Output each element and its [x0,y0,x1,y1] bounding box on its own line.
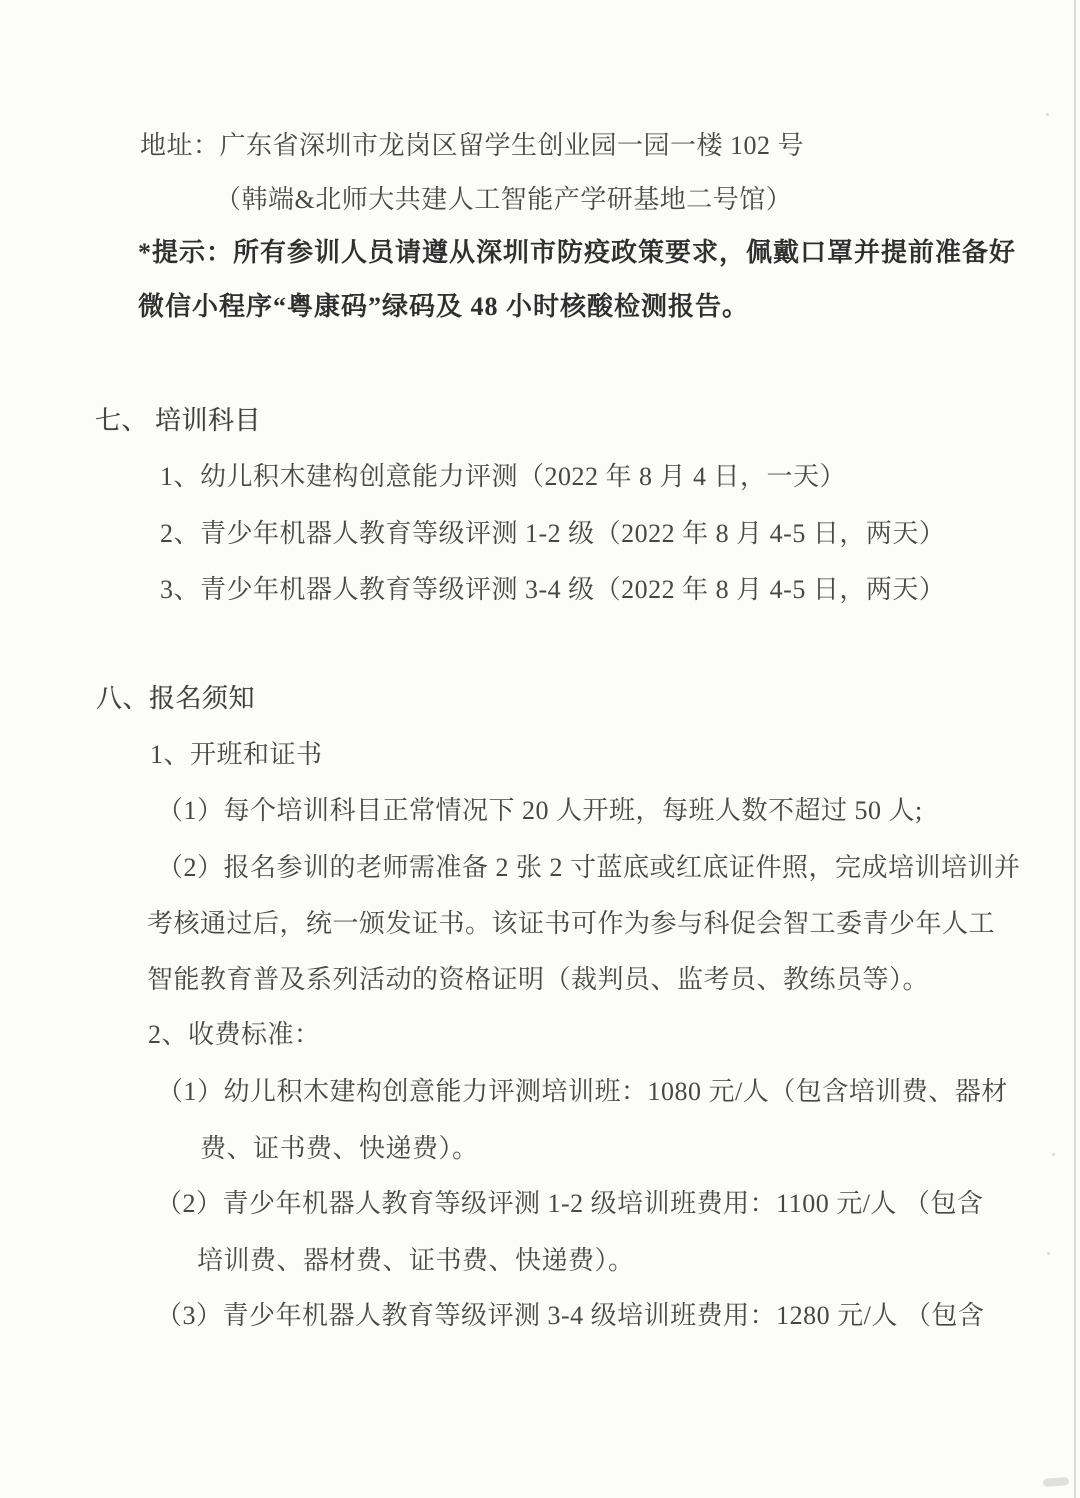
scan-speck [1047,1252,1050,1255]
section-8-sub-2-heading: 2、收费标准： [148,1020,321,1049]
section-8-heading: 八、报名须知 [96,684,256,713]
section-8-fee-1-line-1: （1）幼儿积木建构创意能力评测培训班：1080 元/人（包含培训费、器材 [157,1077,1008,1106]
address-line: 地址：广东省深圳市龙岗区留学生创业园一园一楼 102 号 [140,131,805,160]
section-7-item-1: 1、幼儿积木建构创意能力评测（2022 年 8 月 4 日，一天） [160,462,847,491]
section-7-heading: 七、 培训科目 [95,406,262,435]
section-8-sub-1-item-2-line-1: （2）报名参训的老师需准备 2 张 2 寸蓝底或红底证件照，完成培训培训并 [157,853,1021,882]
scan-speck [1046,113,1049,116]
section-8-sub-1-item-2-line-3: 智能教育普及系列活动的资格证明（裁判员、监考员、教练员等）。 [147,965,930,994]
address-sub-line: （韩端&北师大共建人工智能产学研基地二号馆） [215,185,793,214]
notice-line-1: *提示：所有参训人员请遵从深圳市防疫政策要求，佩戴口罩并提前准备好 [138,238,1017,267]
section-7-item-2: 2、青少年机器人教育等级评测 1-2 级（2022 年 8 月 4-5 日，两天） [160,519,946,548]
section-8-sub-1-item-2-line-2: 考核通过后，统一颁发证书。该证书可作为参与科促会智工委青少年人工 [147,909,996,938]
scan-smudge [1043,1477,1069,1487]
section-8-fee-1-line-2: 费、证书费、快递费）。 [200,1134,479,1163]
section-8-sub-1-item-1: （1）每个培训科目正常情况下 20 人开班，每班人数不超过 50 人; [157,796,923,825]
section-8-sub-1-heading: 1、开班和证书 [150,740,323,769]
scan-speck [1052,1153,1055,1156]
section-8-fee-2-line-2: 培训费、器材费、证书费、快递费）。 [197,1246,635,1275]
section-8-fee-2-line-1: （2）青少年机器人教育等级评测 1-2 级培训班费用：1100 元/人 （包含 [156,1189,984,1218]
notice-line-2: 微信小程序“粤康码”绿码及 48 小时核酸检测报告。 [138,292,750,321]
section-7-item-3: 3、青少年机器人教育等级评测 3-4 级（2022 年 8 月 4-5 日，两天） [160,575,946,604]
section-8-fee-3-line-1: （3）青少年机器人教育等级评测 3-4 级培训班费用：1280 元/人 （包含 [156,1301,985,1330]
scan-edge-line [1074,0,1076,1498]
